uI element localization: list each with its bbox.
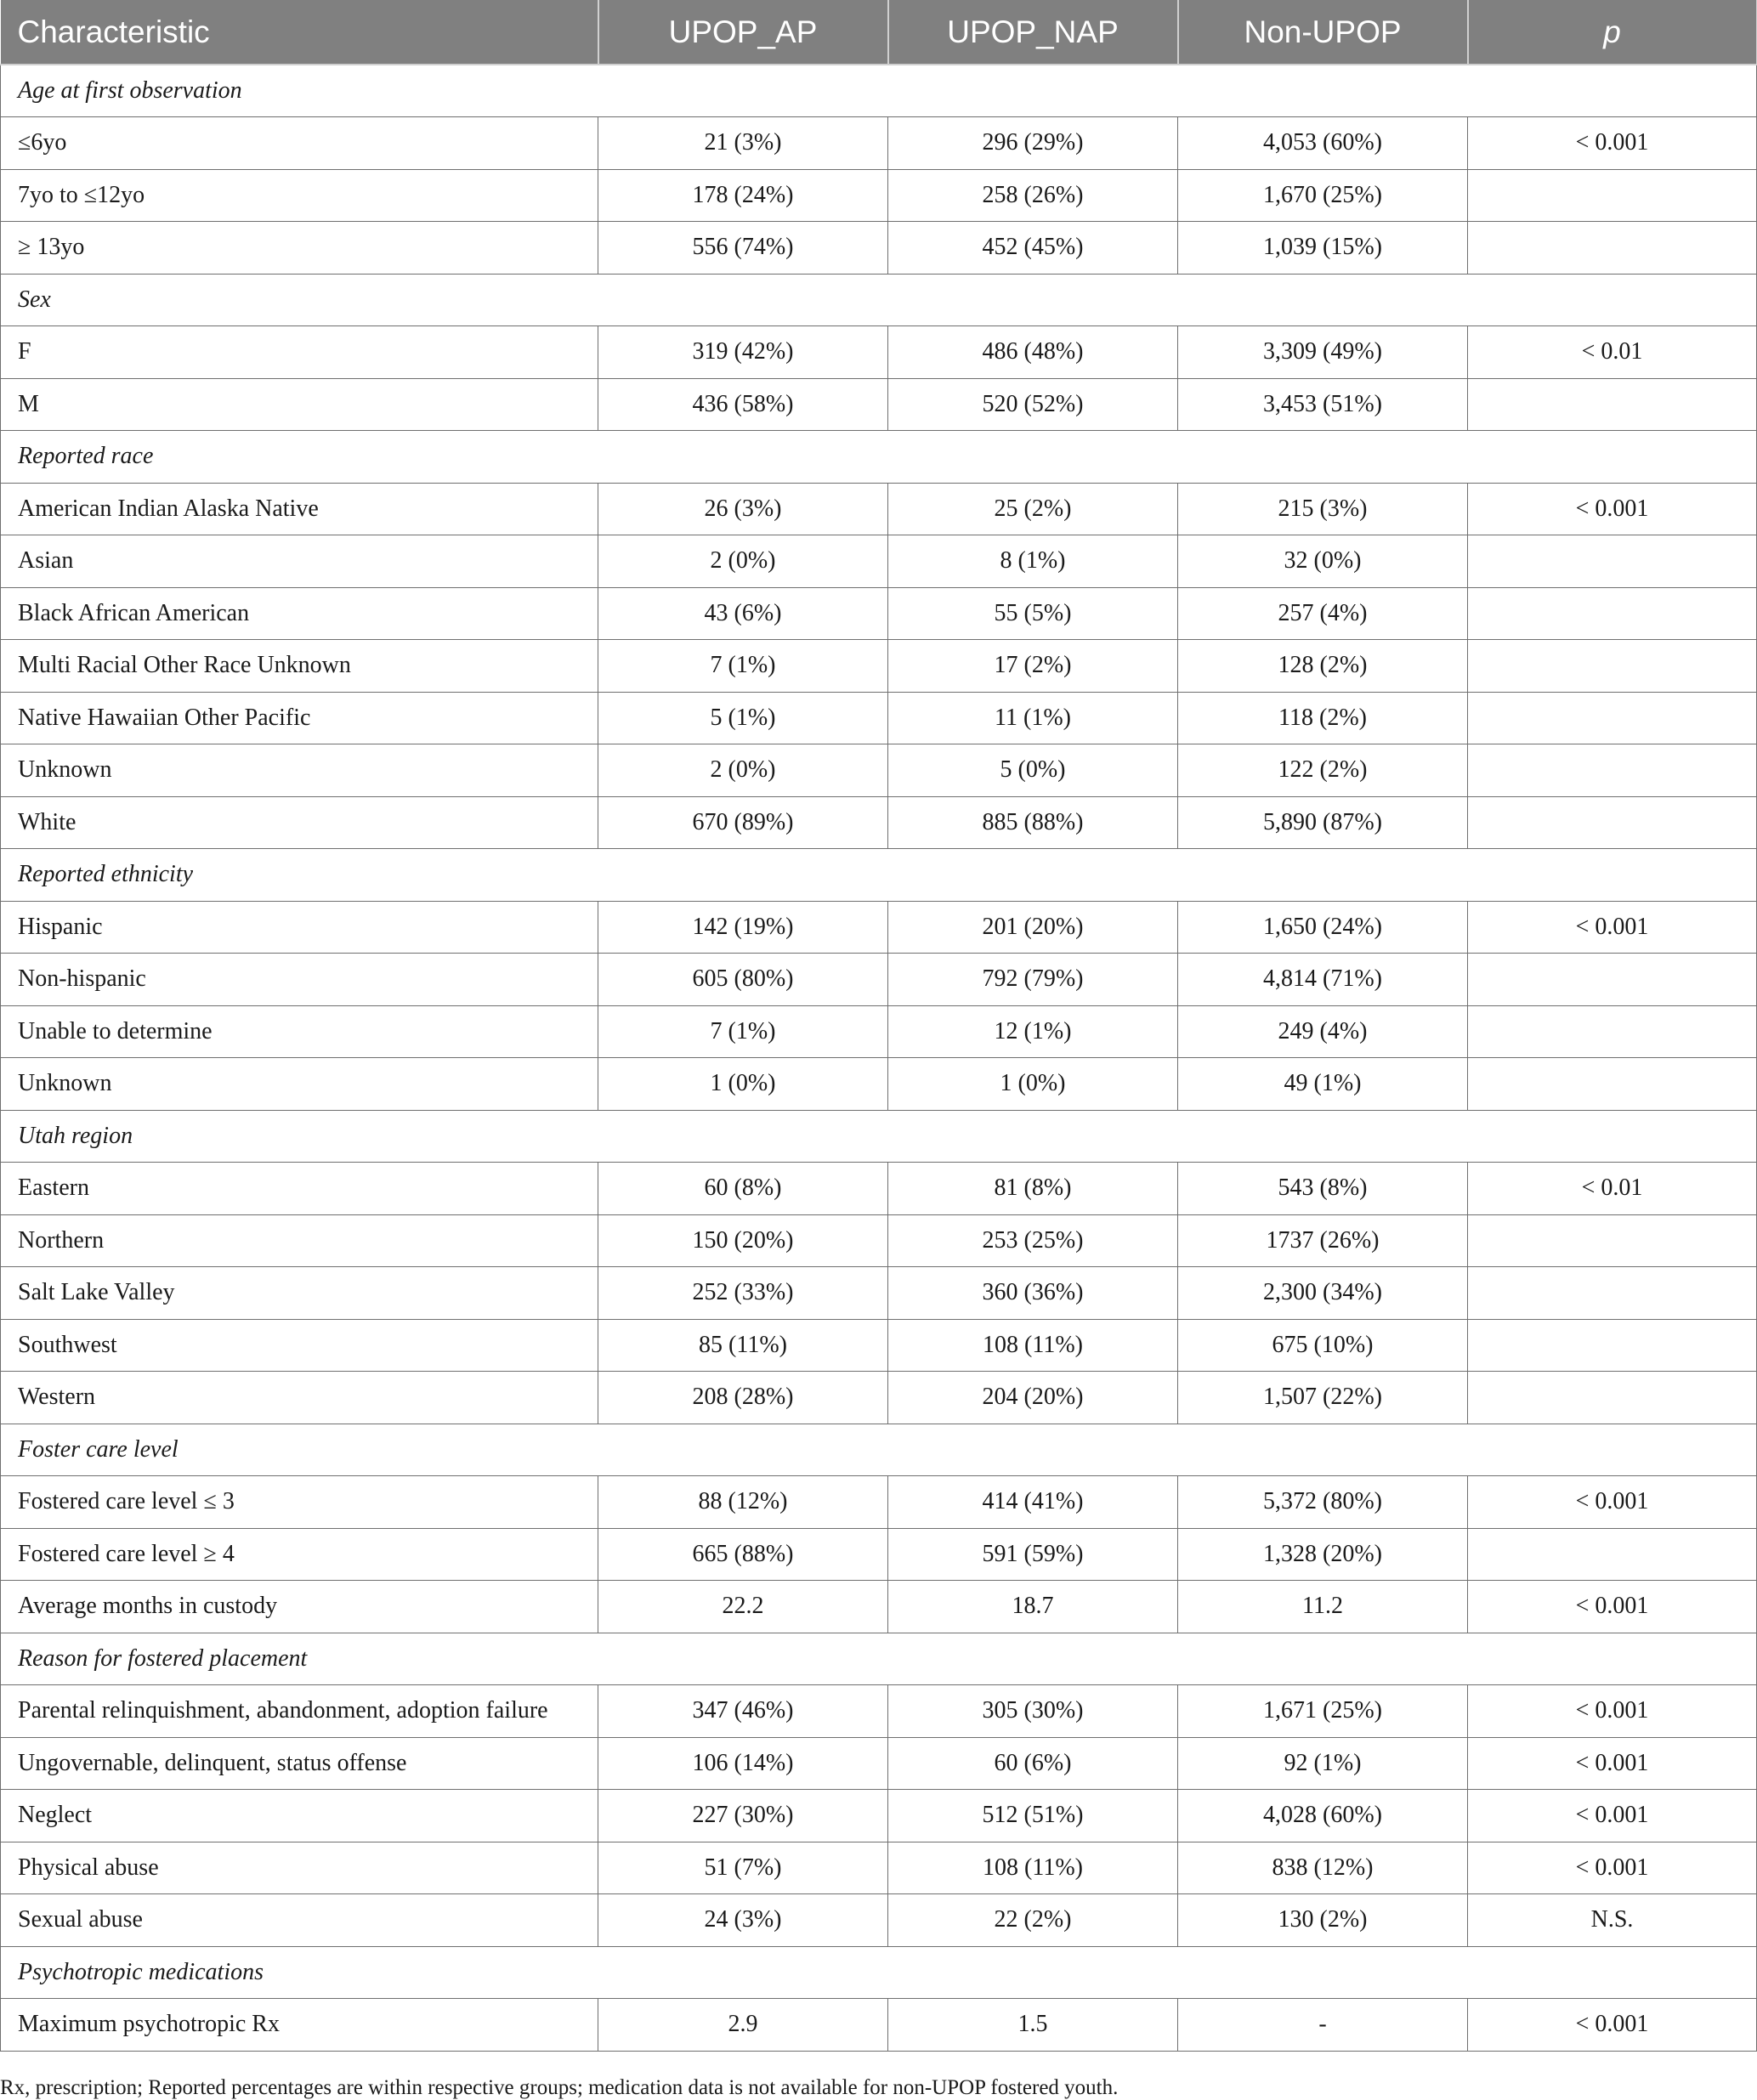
table-row	[1, 1685, 1757, 1738]
cell-p-value	[1468, 535, 1757, 588]
cell-non-upop: 49 (1%)	[1178, 1058, 1468, 1111]
cell-p-value	[1468, 1267, 1757, 1320]
cell-non-upop: 543 (8%)	[1178, 1163, 1468, 1215]
cell-non-upop: 1737 (26%)	[1178, 1214, 1468, 1267]
cell-p-value	[1468, 378, 1757, 431]
cell-non-upop: 1,650 (24%)	[1178, 901, 1468, 954]
cell-characteristic: American Indian Alaska Native	[1, 483, 598, 535]
cell-characteristic: F	[1, 326, 598, 379]
cell-characteristic: Western	[1, 1372, 598, 1424]
section-label: Reason for fostered placement	[1, 1633, 1757, 1685]
cell-characteristic: Average months in custody	[1, 1581, 598, 1633]
section-header-row	[1, 1110, 1757, 1163]
section-label: Psychotropic medications	[1, 1946, 1757, 1999]
cell-non-upop: 3,309 (49%)	[1178, 326, 1468, 379]
cell-upop-ap: 436 (58%)	[598, 378, 888, 431]
cell-upop-nap: 792 (79%)	[888, 954, 1178, 1006]
cell-p-value	[1468, 744, 1757, 797]
cell-characteristic: Sexual abuse	[1, 1894, 598, 1947]
cell-upop-nap: 108 (11%)	[888, 1842, 1178, 1894]
cell-non-upop: 5,890 (87%)	[1178, 796, 1468, 849]
cell-p-value	[1468, 1372, 1757, 1424]
cell-characteristic: Multi Racial Other Race Unknown	[1, 640, 598, 693]
header-p-value: p	[1468, 0, 1757, 65]
table-row	[1, 954, 1757, 1006]
cell-non-upop: -	[1178, 1999, 1468, 2052]
section-header-row	[1, 1946, 1757, 1999]
section-header-row	[1, 65, 1757, 117]
cell-p-value: < 0.001	[1468, 483, 1757, 535]
cell-upop-ap: 665 (88%)	[598, 1528, 888, 1581]
cell-characteristic: Non-hispanic	[1, 954, 598, 1006]
cell-characteristic: Hispanic	[1, 901, 598, 954]
cell-non-upop: 4,028 (60%)	[1178, 1790, 1468, 1842]
cell-non-upop: 1,039 (15%)	[1178, 222, 1468, 275]
cell-upop-ap: 7 (1%)	[598, 1005, 888, 1058]
cell-p-value: < 0.001	[1468, 117, 1757, 170]
cell-upop-ap: 347 (46%)	[598, 1685, 888, 1738]
cell-upop-nap: 1.5	[888, 1999, 1178, 2052]
cell-p-value	[1468, 1319, 1757, 1372]
cell-p-value: < 0.001	[1468, 901, 1757, 954]
cell-upop-nap: 591 (59%)	[888, 1528, 1178, 1581]
cell-upop-ap: 227 (30%)	[598, 1790, 888, 1842]
header-non-upop: Non-UPOP	[1178, 0, 1468, 65]
header-upop-nap: UPOP_NAP	[888, 0, 1178, 65]
cell-non-upop: 1,328 (20%)	[1178, 1528, 1468, 1581]
table-row	[1, 222, 1757, 275]
table-row	[1, 169, 1757, 222]
cell-p-value: < 0.001	[1468, 1581, 1757, 1633]
cell-upop-nap: 18.7	[888, 1581, 1178, 1633]
cell-characteristic: Unknown	[1, 1058, 598, 1111]
cell-upop-ap: 252 (33%)	[598, 1267, 888, 1320]
cell-upop-nap: 486 (48%)	[888, 326, 1178, 379]
cell-upop-nap: 512 (51%)	[888, 1790, 1178, 1842]
cell-upop-ap: 605 (80%)	[598, 954, 888, 1006]
cell-p-value: < 0.001	[1468, 1737, 1757, 1790]
cell-upop-ap: 60 (8%)	[598, 1163, 888, 1215]
table-row	[1, 1476, 1757, 1529]
cell-upop-ap: 2 (0%)	[598, 744, 888, 797]
cell-upop-ap: 24 (3%)	[598, 1894, 888, 1947]
cell-upop-ap: 106 (14%)	[598, 1737, 888, 1790]
cell-upop-nap: 17 (2%)	[888, 640, 1178, 693]
table-row	[1, 744, 1757, 797]
cell-non-upop: 2,300 (34%)	[1178, 1267, 1468, 1320]
table-row	[1, 901, 1757, 954]
cell-upop-nap: 414 (41%)	[888, 1476, 1178, 1529]
table-row	[1, 1894, 1757, 1947]
section-header-row	[1, 1633, 1757, 1685]
table-row	[1, 1058, 1757, 1111]
cell-p-value: < 0.001	[1468, 1999, 1757, 2052]
cell-upop-nap: 25 (2%)	[888, 483, 1178, 535]
cell-non-upop: 257 (4%)	[1178, 587, 1468, 640]
cell-characteristic: Asian	[1, 535, 598, 588]
cell-characteristic: Southwest	[1, 1319, 598, 1372]
table-row	[1, 587, 1757, 640]
cell-p-value	[1468, 796, 1757, 849]
table-row	[1, 1319, 1757, 1372]
cell-non-upop: 1,507 (22%)	[1178, 1372, 1468, 1424]
cell-characteristic: Native Hawaiian Other Pacific	[1, 692, 598, 744]
cell-p-value: < 0.001	[1468, 1685, 1757, 1738]
header-upop-ap: UPOP_AP	[598, 0, 888, 65]
table-row	[1, 1528, 1757, 1581]
cell-upop-ap: 142 (19%)	[598, 901, 888, 954]
table-row	[1, 1737, 1757, 1790]
section-header-row	[1, 274, 1757, 326]
cell-p-value: < 0.01	[1468, 326, 1757, 379]
header-characteristic: Characteristic	[1, 0, 598, 65]
cell-upop-ap: 1 (0%)	[598, 1058, 888, 1111]
cell-upop-ap: 88 (12%)	[598, 1476, 888, 1529]
cell-non-upop: 92 (1%)	[1178, 1737, 1468, 1790]
cell-upop-ap: 670 (89%)	[598, 796, 888, 849]
table-row	[1, 1005, 1757, 1058]
cell-non-upop: 838 (12%)	[1178, 1842, 1468, 1894]
cell-upop-ap: 85 (11%)	[598, 1319, 888, 1372]
cell-upop-ap: 178 (24%)	[598, 169, 888, 222]
cell-upop-nap: 8 (1%)	[888, 535, 1178, 588]
cell-non-upop: 249 (4%)	[1178, 1005, 1468, 1058]
table-row	[1, 796, 1757, 849]
cell-p-value: < 0.001	[1468, 1842, 1757, 1894]
cell-upop-nap: 305 (30%)	[888, 1685, 1178, 1738]
section-label: Foster care level	[1, 1424, 1757, 1476]
cell-characteristic: Physical abuse	[1, 1842, 598, 1894]
cell-characteristic: Fostered care level ≥ 4	[1, 1528, 598, 1581]
cell-upop-nap: 5 (0%)	[888, 744, 1178, 797]
cell-p-value: < 0.01	[1468, 1163, 1757, 1215]
table-row	[1, 1372, 1757, 1424]
cell-upop-ap: 51 (7%)	[598, 1842, 888, 1894]
table-row	[1, 1842, 1757, 1894]
cell-upop-ap: 5 (1%)	[598, 692, 888, 744]
cell-characteristic: 7yo to ≤12yo	[1, 169, 598, 222]
section-label: Utah region	[1, 1110, 1757, 1163]
cell-characteristic: Black African American	[1, 587, 598, 640]
cell-upop-nap: 108 (11%)	[888, 1319, 1178, 1372]
cell-characteristic: Northern	[1, 1214, 598, 1267]
table-row	[1, 1163, 1757, 1215]
cell-p-value	[1468, 1005, 1757, 1058]
cell-characteristic: Maximum psychotropic Rx	[1, 1999, 598, 2052]
cell-upop-ap: 2 (0%)	[598, 535, 888, 588]
cell-upop-nap: 360 (36%)	[888, 1267, 1178, 1320]
cell-non-upop: 32 (0%)	[1178, 535, 1468, 588]
section-label: Sex	[1, 274, 1757, 326]
cell-upop-ap: 43 (6%)	[598, 587, 888, 640]
cell-upop-ap: 2.9	[598, 1999, 888, 2052]
cell-upop-nap: 258 (26%)	[888, 169, 1178, 222]
cell-characteristic: Unable to determine	[1, 1005, 598, 1058]
cell-upop-ap: 7 (1%)	[598, 640, 888, 693]
cell-non-upop: 5,372 (80%)	[1178, 1476, 1468, 1529]
cell-non-upop: 675 (10%)	[1178, 1319, 1468, 1372]
table-row	[1, 117, 1757, 170]
cell-upop-ap: 319 (42%)	[598, 326, 888, 379]
cell-non-upop: 11.2	[1178, 1581, 1468, 1633]
cell-characteristic: Unknown	[1, 744, 598, 797]
cell-upop-nap: 204 (20%)	[888, 1372, 1178, 1424]
cell-upop-nap: 201 (20%)	[888, 901, 1178, 954]
table-row	[1, 1999, 1757, 2052]
cell-non-upop: 1,671 (25%)	[1178, 1685, 1468, 1738]
cell-characteristic: Eastern	[1, 1163, 598, 1215]
cell-p-value: < 0.001	[1468, 1790, 1757, 1842]
section-label: Reported ethnicity	[1, 849, 1757, 902]
cell-upop-ap: 556 (74%)	[598, 222, 888, 275]
cell-upop-nap: 55 (5%)	[888, 587, 1178, 640]
cell-p-value: < 0.001	[1468, 1476, 1757, 1529]
cell-characteristic: ≥ 13yo	[1, 222, 598, 275]
cell-upop-nap: 22 (2%)	[888, 1894, 1178, 1947]
cell-p-value: N.S.	[1468, 1894, 1757, 1947]
table-header	[1, 0, 1757, 65]
cell-non-upop: 128 (2%)	[1178, 640, 1468, 693]
cell-non-upop: 4,053 (60%)	[1178, 117, 1468, 170]
cell-characteristic: ≤6yo	[1, 117, 598, 170]
section-header-row	[1, 1424, 1757, 1476]
section-label: Reported race	[1, 431, 1757, 484]
cell-p-value	[1468, 1214, 1757, 1267]
cell-non-upop: 122 (2%)	[1178, 744, 1468, 797]
cell-characteristic: Fostered care level ≤ 3	[1, 1476, 598, 1529]
cell-p-value	[1468, 692, 1757, 744]
header-row	[1, 0, 1757, 65]
cell-characteristic: White	[1, 796, 598, 849]
cell-upop-ap: 22.2	[598, 1581, 888, 1633]
table-row	[1, 378, 1757, 431]
cell-non-upop: 130 (2%)	[1178, 1894, 1468, 1947]
cell-p-value	[1468, 954, 1757, 1006]
cell-p-value	[1468, 640, 1757, 693]
cell-non-upop: 215 (3%)	[1178, 483, 1468, 535]
cell-upop-ap: 208 (28%)	[598, 1372, 888, 1424]
table-footnote: Rx, prescription; Reported percentages are within respective groups; medication data is not available for non-UPOP fostered youth.	[0, 2076, 1119, 2099]
cell-upop-ap: 21 (3%)	[598, 117, 888, 170]
section-header-row	[1, 849, 1757, 902]
table-row	[1, 326, 1757, 379]
cell-p-value	[1468, 587, 1757, 640]
cell-upop-nap: 253 (25%)	[888, 1214, 1178, 1267]
cell-upop-nap: 452 (45%)	[888, 222, 1178, 275]
cell-upop-ap: 150 (20%)	[598, 1214, 888, 1267]
cell-non-upop: 118 (2%)	[1178, 692, 1468, 744]
section-header-row	[1, 431, 1757, 484]
table-row	[1, 483, 1757, 535]
cell-p-value	[1468, 169, 1757, 222]
cell-non-upop: 3,453 (51%)	[1178, 378, 1468, 431]
table-body	[1, 65, 1757, 2051]
table-row	[1, 1790, 1757, 1842]
cell-upop-nap: 296 (29%)	[888, 117, 1178, 170]
cell-non-upop: 1,670 (25%)	[1178, 169, 1468, 222]
table-row	[1, 640, 1757, 693]
cell-upop-nap: 1 (0%)	[888, 1058, 1178, 1111]
section-label: Age at first observation	[1, 65, 1757, 117]
cell-upop-ap: 26 (3%)	[598, 483, 888, 535]
cell-p-value	[1468, 1528, 1757, 1581]
cell-upop-nap: 520 (52%)	[888, 378, 1178, 431]
cell-characteristic: Parental relinquishment, abandonment, adoption failure	[1, 1685, 598, 1738]
cell-non-upop: 4,814 (71%)	[1178, 954, 1468, 1006]
cell-upop-nap: 60 (6%)	[888, 1737, 1178, 1790]
cell-p-value	[1468, 222, 1757, 275]
cell-p-value	[1468, 1058, 1757, 1111]
table-row	[1, 1214, 1757, 1267]
cell-characteristic: Neglect	[1, 1790, 598, 1842]
table-row	[1, 1267, 1757, 1320]
cell-upop-nap: 12 (1%)	[888, 1005, 1178, 1058]
table-row	[1, 1581, 1757, 1633]
cell-characteristic: M	[1, 378, 598, 431]
cell-upop-nap: 81 (8%)	[888, 1163, 1178, 1215]
cell-characteristic: Ungovernable, delinquent, status offense	[1, 1737, 598, 1790]
table-row	[1, 692, 1757, 744]
cell-upop-nap: 885 (88%)	[888, 796, 1178, 849]
table-row	[1, 535, 1757, 588]
cell-characteristic: Salt Lake Valley	[1, 1267, 598, 1320]
cell-upop-nap: 11 (1%)	[888, 692, 1178, 744]
